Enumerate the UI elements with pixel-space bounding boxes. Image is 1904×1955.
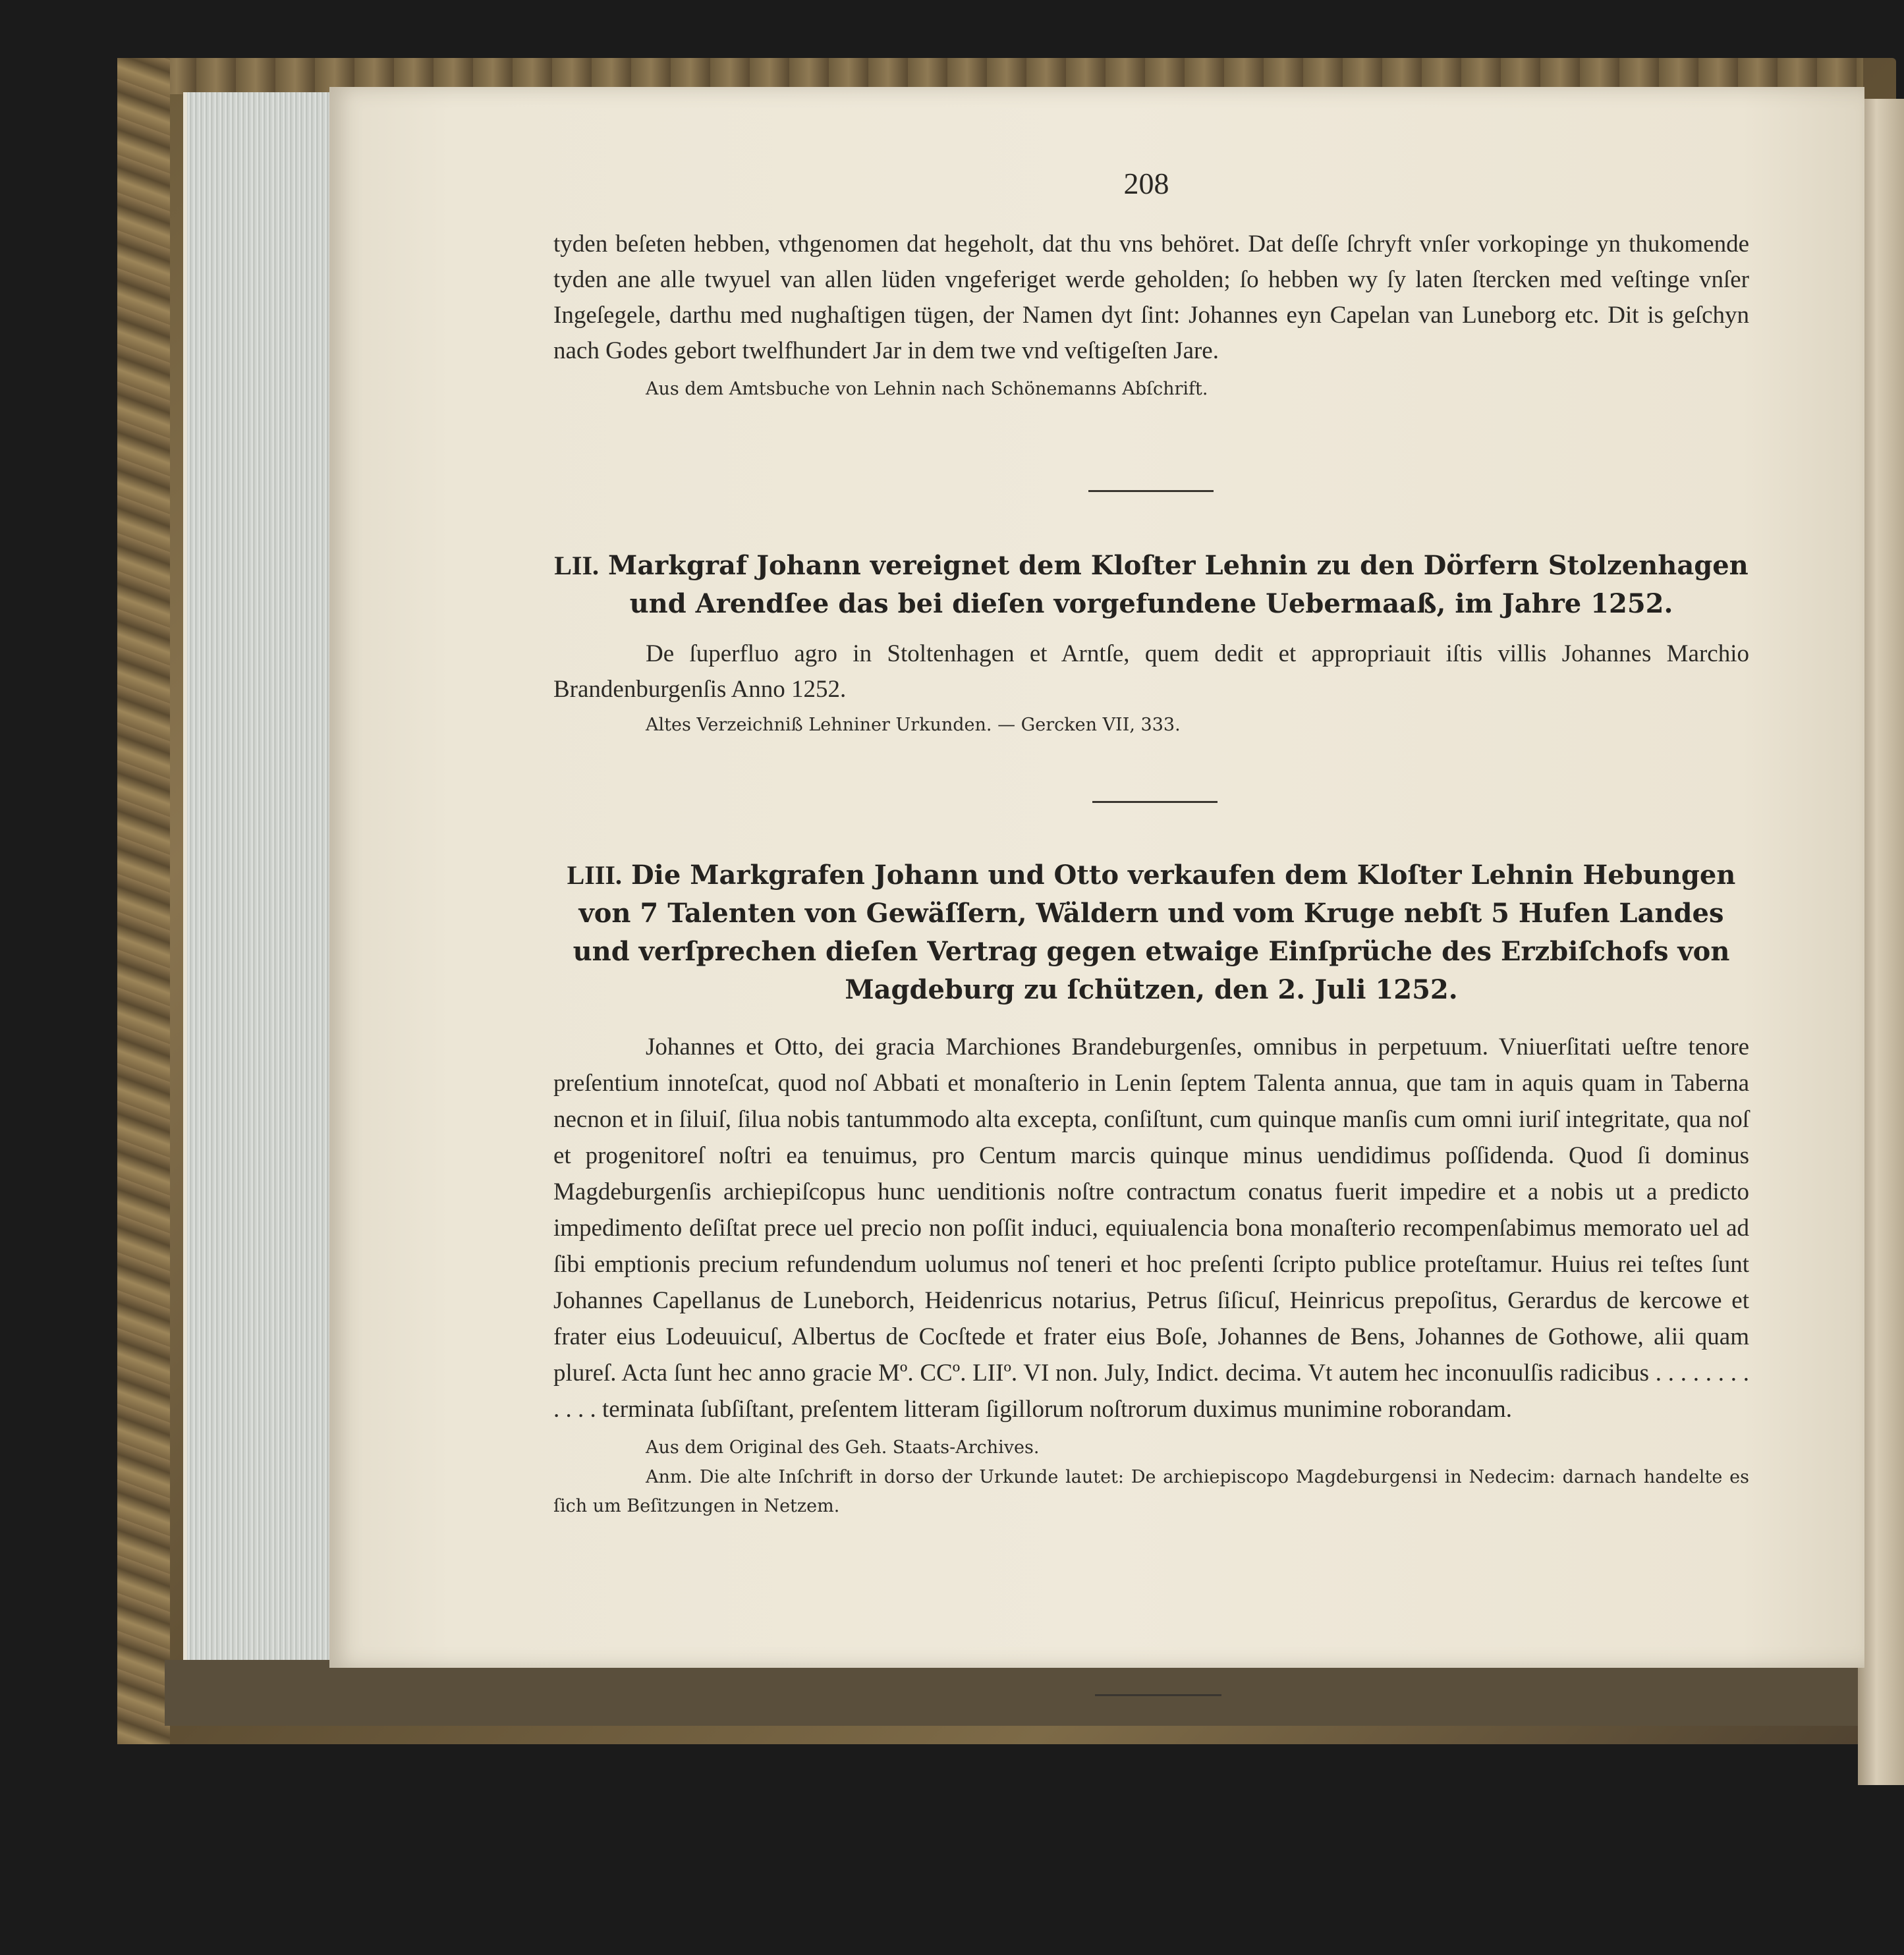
section-52-heading [553, 547, 1749, 623]
cover-marbled-edge [117, 58, 170, 1744]
section-52-source: Altes Verzeichniß Lehniner Urkunden. — Gercken VII, 333. [646, 715, 1181, 735]
right-page-edge [1858, 99, 1904, 1785]
section-52-title: Markgraf Johann vereignet dem Kloſter Lehnin zu den Dörfern Stolzenhagen und Arendſee das bei dieſen vorgefundene Uebermaaß, im Jahre 1252. [607, 550, 1749, 619]
top-paragraph-block [553, 227, 1749, 404]
top-source-line: Aus dem Amtsbuche von Lehnin nach Schönemanns Abſchrift. [646, 379, 1208, 399]
section-53 [553, 856, 1749, 1521]
section-53-heading [553, 856, 1749, 1009]
section-53-source: Aus dem Original des Geh. Staats-Archives. [646, 1437, 1040, 1458]
section-53-text: Johannes et Otto, dei gracia Marchiones Brandeburgenſes, omnibus in perpetuum. Vniuerſitati ueſtre tenore preſentium innoteſcat, quod noſ Abbati et monaſterio in Lenin ſeptem Talenta annua, que tam in aquis quam in Taberna necnon et in ſiluiſ, ſilua nobis tantummodo alta excepta, conſiſtunt, cum quinque manſis cum omni iuriſ integritate, qua noſ et progenitoreſ noſtri ea tenuimus, pro Centum marcis quinque minus uendidimus poſſidenda. Quod ſi dominus Magdeburgenſis archiepiſcopus hunc uenditionis noſtre contractum conatus fuerit impedire et a nobis ut a predicto impedimento deſiſtat prece uel precio non poſſit induci, equiualencia bona monaſterio recompenſabimus memorato uel ad ſibi emptionis precium refundendum uolumus noſ teneri et hoc preſenti ſcripto publice proteſtamur. Huius rei teſtes ſunt Johannes Capellanus de Luneborch, Heidenricus notarius, Petrus ſiſicuſ, Heinricus prepoſitus, Gerardus de kercowe et frater eius Lodeuuicuſ, Albertus de Cocſtede et frater eius Boſe, Johannes de Bens, Johannes de Gothowe, alii quam plureſ. Acta ſunt hec anno gracie Mº. CCº. LIIº. VI non. July, Indict. decima. Vt autem hec inconuulſis radicibus . . . . . . . . . . . . terminata ſubſiſtant, preſentem litteram ſigillorum noſtrorum duximus munimine roborandam. [553, 1033, 1749, 1423]
page-number: 208 [1123, 167, 1169, 200]
top-paragraph: tyden beſeten hebben, vthgenomen dat hegeholt, dat thu vns behöret. Dat deſſe ſchryft vnſer vorkopinge yn thukomende tyden ane alle twyuel van allen lüden vngeferiget werde geholden; ſo hebben wy ſy laten ſtercken med veſtinge vnſer Ingeſegele, darthu med nughaſtigen tügen, der Namen dyt ſint: Johannes eyn Capelan van Luneborg etc. Dit is geſchyn nach Godes gebort twelfhundert Jar in dem twe vnd veſtigeſten Jare. [553, 231, 1749, 364]
section-divider [1088, 490, 1214, 492]
section-53-number: LIII. [567, 860, 622, 890]
section-52-number: LII. [554, 551, 600, 580]
book-bottom-edge [165, 1660, 1878, 1726]
section-52 [553, 547, 1749, 740]
section-53-title: Die Markgrafen Johann und Otto verkaufen dem Kloſter Lehnin Hebungen von 7 Talenten von Gewäſſern, Wäldern und vom Kruge nebſt 5 Hufen Landes und verſprechen dieſen Vertrag gegen etwaige Einſprüche des Erzbiſchofs von Magdeburg zu ſchützen, den 2. Juli 1252. [573, 860, 1736, 1005]
page-stack [183, 92, 337, 1660]
section-52-text: De ſuperfluo agro in Stoltenhagen et Arntſe, quem dedit et appropriauit iſtis villis Johannes Marchio Brandenburgenſis Anno 1252. [553, 640, 1749, 703]
section-53-note: Anm. Die alte Inſchrift in dorso der Urkunde lautet: De archiepiscopo Magdeburgensi in Nedecim: darnach handelte es ſich um Beſitzungen in Netzem. [553, 1467, 1749, 1516]
section-divider [1095, 1694, 1221, 1696]
section-divider [1092, 801, 1218, 803]
